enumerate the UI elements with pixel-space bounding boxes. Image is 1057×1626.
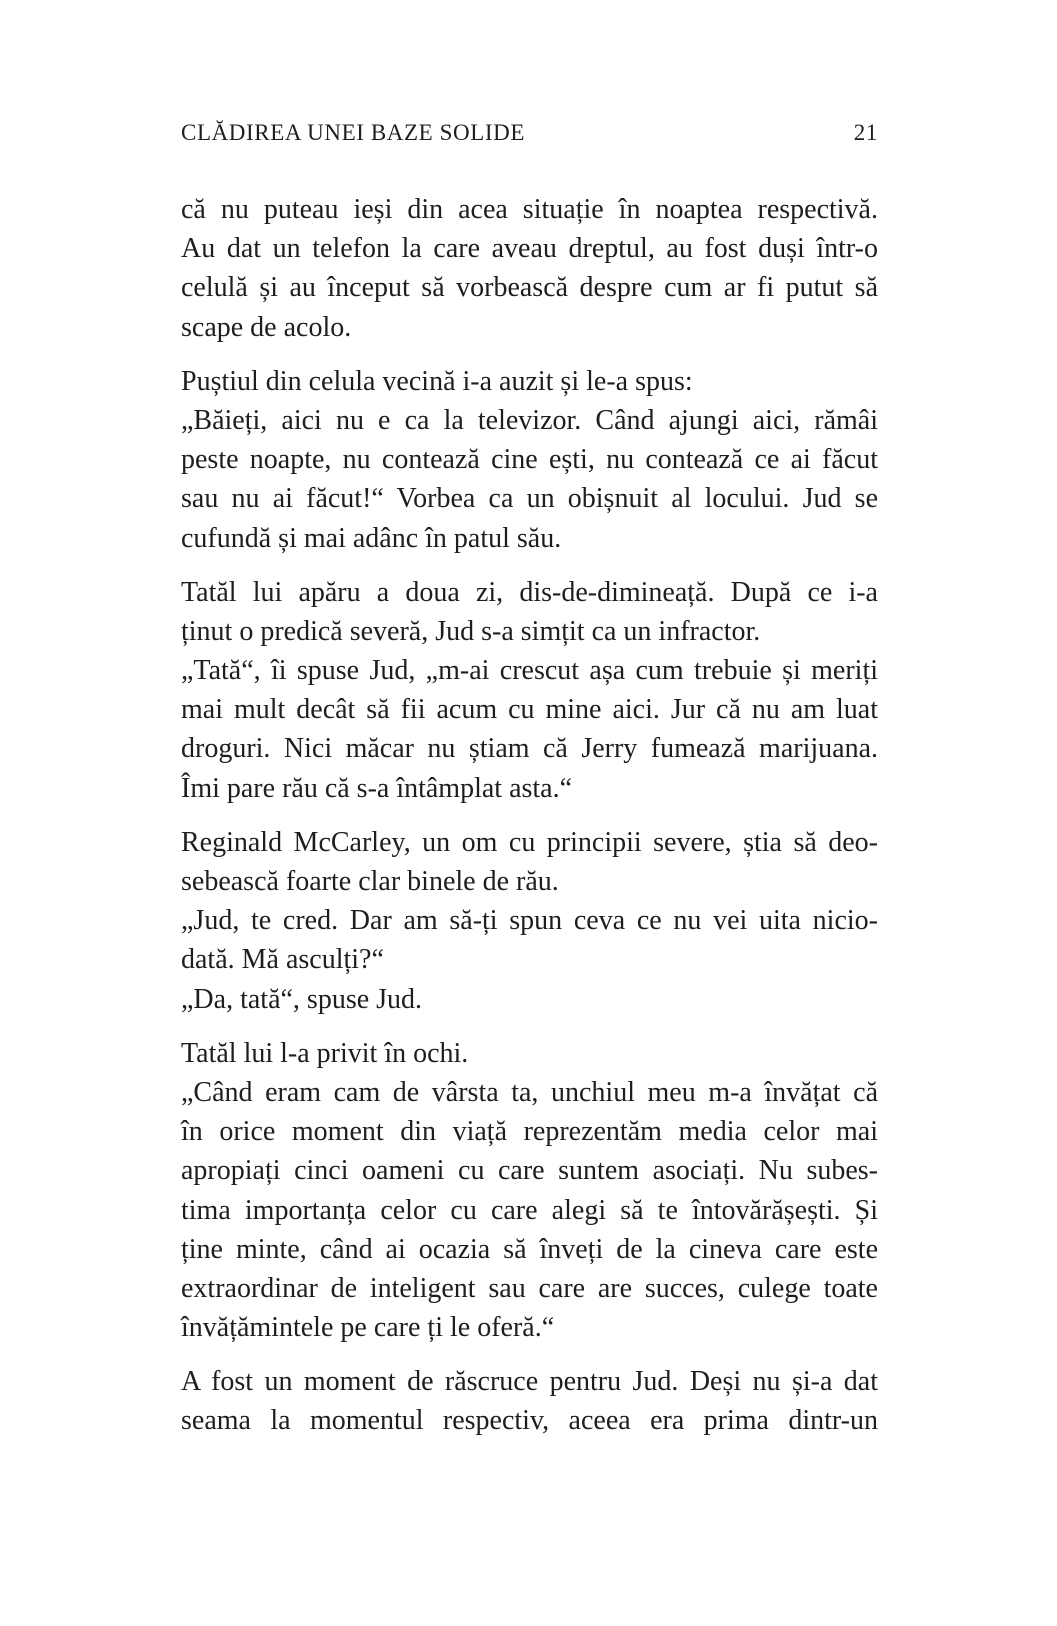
text-line: Reginald McCarley, un om cu principii severe, știa să deo- bbox=[181, 826, 878, 858]
text-line: droguri. Nici măcar nu știam că Jerry fumează marijuana. bbox=[181, 733, 878, 765]
text-line: ținut o predică severă, Jud s-a simțit ca un infractor. bbox=[181, 615, 761, 647]
text-line: sebească foarte clar binele de rău. bbox=[181, 866, 559, 897]
text-line: Puștiul din celula vecină i-a auzit și le-a spus: bbox=[181, 365, 693, 397]
text-line: celulă și au început să vorbească despre cum ar fi putut să bbox=[181, 272, 878, 304]
paragraph bbox=[181, 573, 878, 808]
text-line: că nu puteau ieși din acea situație în noaptea respectivă. bbox=[181, 194, 878, 225]
text-line: sau nu ai făcut!“ Vorbea ca un obișnuit al locului. Jud se bbox=[181, 483, 878, 515]
text-line: „Da, tată“, spuse Jud. bbox=[181, 983, 423, 1015]
paragraph bbox=[181, 362, 878, 558]
paragraph bbox=[181, 1362, 878, 1440]
text-line: ține minte, când ai ocazia să înveți de la cineva care este bbox=[181, 1233, 878, 1265]
text-line: A fost un moment de răscruce pentru Jud. Deși nu și-a dat bbox=[181, 1366, 878, 1398]
text-line: „Când eram cam de vârsta ta, unchiul meu m-a învățat că bbox=[181, 1076, 878, 1108]
text-line: tima importanța celor cu care alegi să te întovărășești. Și bbox=[181, 1194, 878, 1226]
text-line: „Băieți, aici nu e ca la televizor. Când ajungi aici, rămâi bbox=[181, 404, 878, 436]
paragraph bbox=[181, 190, 878, 347]
text-line: peste noapte, nu contează cine ești, nu contează ce ai făcut bbox=[181, 444, 878, 476]
running-header bbox=[181, 120, 878, 150]
text-line: apropiați cinci oameni cu care suntem asociați. Nu subes- bbox=[181, 1155, 878, 1187]
text-line: cufundă și mai adânc în patul său. bbox=[181, 522, 562, 554]
running-title: CLĂDIREA UNEI BAZE SOLIDE bbox=[181, 120, 525, 145]
paragraph bbox=[181, 1034, 878, 1348]
text-line: mai mult decât să fii acum cu mine aici. Jur că nu am luat bbox=[181, 694, 878, 726]
text-line: seama la momentul respectiv, aceea era prima dintr-un bbox=[181, 1405, 878, 1437]
text-line: scape de acolo. bbox=[181, 311, 352, 343]
text-line: Au dat un telefon la care aveau dreptul, au fost duși într-o bbox=[181, 233, 878, 265]
paragraph bbox=[181, 823, 878, 1019]
page-number: 21 bbox=[853, 120, 878, 145]
text-line: Îmi pare rău că s-a întâmplat asta.“ bbox=[181, 772, 573, 804]
text-line: învățămintele pe care ți le oferă.“ bbox=[181, 1312, 555, 1344]
text-line: „Jud, te cred. Dar am să-ți spun ceva ce nu vei uita nicio- bbox=[181, 905, 878, 937]
text-line: extraordinar de inteligent sau care are succes, culege toate bbox=[181, 1272, 878, 1304]
text-line: dată. Mă asculți?“ bbox=[181, 944, 384, 976]
text-line: Tatăl lui l-a privit în ochi. bbox=[181, 1037, 469, 1069]
text-line: Tatăl lui apăru a doua zi, dis-de-dimineață. După ce i-a bbox=[181, 576, 878, 608]
body-text bbox=[181, 190, 878, 1456]
text-line: „Tată“, îi spuse Jud, „m-ai crescut așa cum trebuie și meriți bbox=[181, 655, 878, 687]
text-line: în orice moment din viață reprezentăm media celor mai bbox=[181, 1116, 878, 1148]
